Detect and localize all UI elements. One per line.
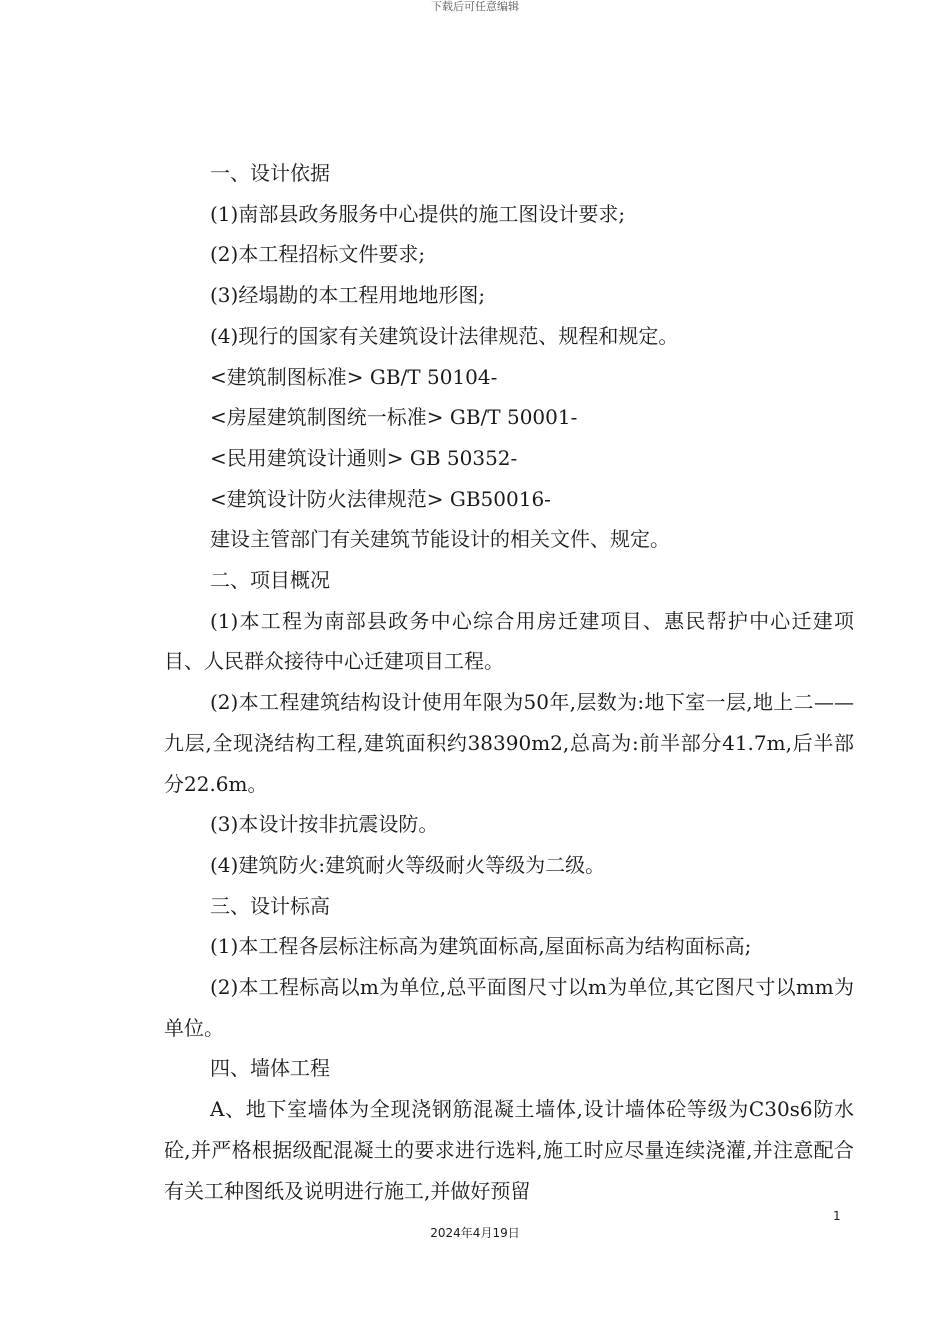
paragraph: (3)经塌勘的本工程用地地形图;: [210, 283, 486, 308]
paragraph: (2)本工程招标文件要求;: [210, 242, 426, 267]
paragraph: A、地下室墙体为全现浇钢筋混凝土墙体,设计墙体砼等级为C30s6防水砼,并严格根据级配混凝土的要求进行选料,施工时应尽量连续浇灌,并注意配合有关工种图纸及说明进行施工,并做好预留: [164, 1097, 854, 1203]
footer-date: 2024年4月19日: [430, 1226, 520, 1240]
paragraph: (4)建筑防火:建筑耐火等级耐火等级为二级。: [210, 852, 606, 877]
section-heading-wall-works: 四、墙体工程: [210, 1056, 330, 1081]
paragraph: (3)本设计按非抗震设防。: [210, 812, 439, 837]
section-heading-project-overview: 二、项目概况: [210, 568, 330, 593]
page-number: 1: [833, 1209, 841, 1223]
paragraph: 建设主管部门有关建筑节能设计的相关文件、规定。: [210, 527, 670, 552]
standard-reference: <民用建筑设计通则> GB 50352-: [210, 445, 518, 470]
paragraph: (4)现行的国家有关建筑设计法律规范、规程和规定。: [210, 323, 679, 348]
paragraph: (1)本工程为南部县政务中心综合用房迁建项目、惠民帮护中心迁建项目、人民群众接待中心迁建项目工程。: [164, 608, 854, 674]
standard-reference: <建筑制图标准> GB/T 50104-: [210, 364, 498, 389]
header-note: 下载后可任意编辑: [431, 0, 519, 13]
standard-reference: <建筑设计防火法律规范> GB50016-: [210, 486, 551, 511]
section-heading-design-basis: 一、设计依据: [210, 161, 330, 185]
paragraph: (1)南部县政务服务中心提供的施工图设计要求;: [210, 201, 626, 226]
paragraph: (2)本工程建筑结构设计使用年限为50年,层数为:地下室一层,地上二——九层,全现浇结构工程,建筑面积约38390m2,总高为:前半部分41.7m,后半部分22.6m。: [164, 690, 854, 796]
paragraph: (2)本工程标高以m为单位,总平面图尺寸以m为单位,其它图尺寸以mm为单位。: [164, 975, 854, 1040]
standard-reference: <房屋建筑制图统一标准> GB/T 50001-: [210, 405, 578, 430]
paragraph: (1)本工程各层标注标高为建筑面标高,屋面标高为结构面标高;: [210, 934, 752, 959]
document-body: [164, 153, 854, 1211]
section-heading-design-elevation: 三、设计标高: [210, 893, 330, 918]
